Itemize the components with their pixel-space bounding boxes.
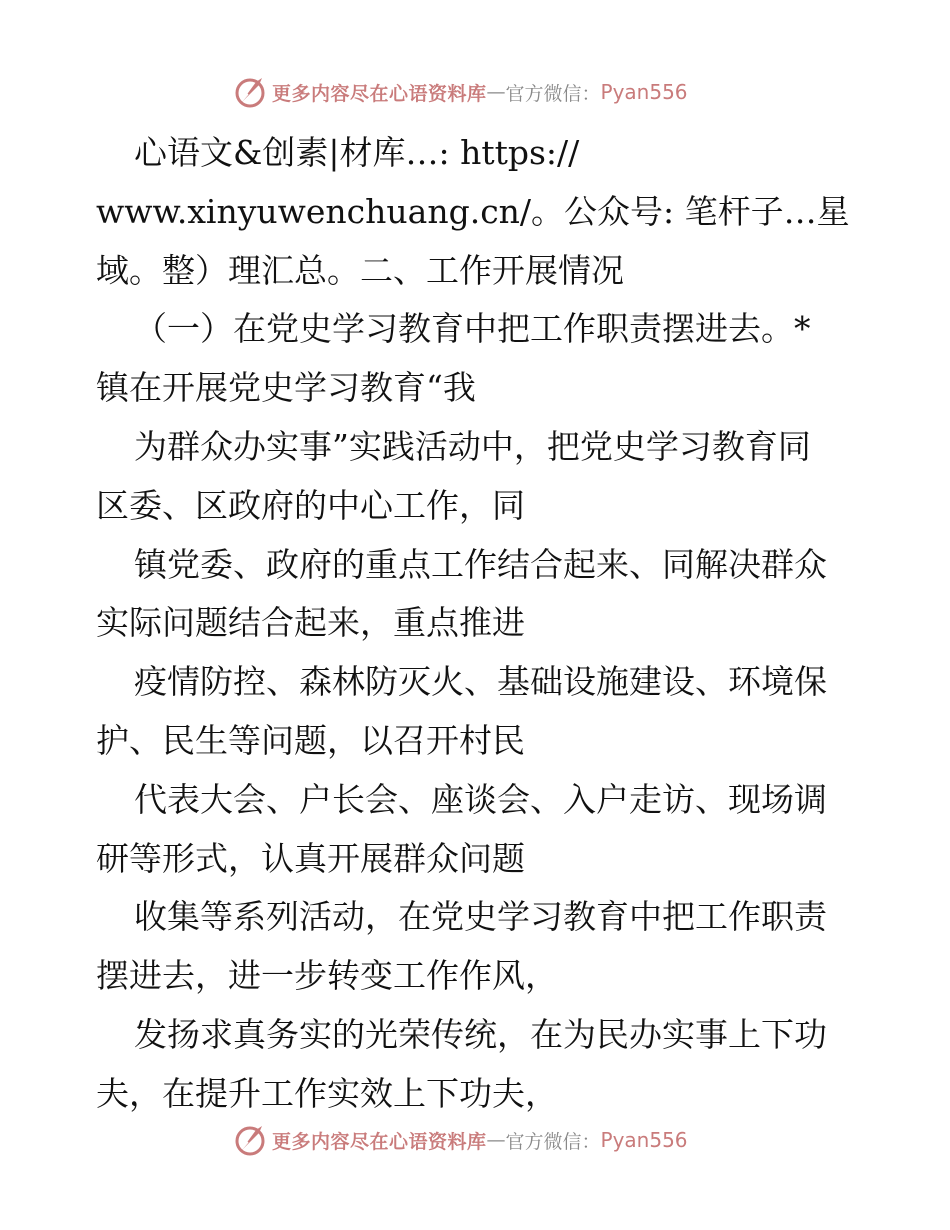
body-line: 镇在开展党史学习教育“我: [96, 368, 476, 408]
watermark-main-text: 更多内容尽在心语资料库: [272, 1130, 487, 1153]
watermark-separator: —: [486, 1129, 506, 1151]
body-line: 研等形式，认真开展群众问题: [96, 838, 525, 878]
watermark-contact-label: 官方微信：: [505, 1130, 601, 1153]
quill-pen-logo-icon: [232, 74, 268, 110]
footer-watermark: [232, 1120, 688, 1160]
body-line: 区委、区政府的中心工作，同: [96, 485, 525, 525]
body-line: 实际问题结合起来，重点推进: [96, 603, 525, 643]
watermark-main-text: 更多内容尽在心语资料库: [272, 82, 487, 105]
body-line: 收集等系列活动，在党史学习教育中把工作职责: [134, 897, 827, 937]
document-body: [96, 124, 876, 1124]
body-line: 代表大会、户长会、座谈会、入户走访、现场调: [134, 779, 827, 819]
watermark-contact-label: 官方微信：: [505, 82, 601, 105]
body-line: 发扬求真务实的光荣传统，在为民办实事上下功: [134, 1014, 827, 1054]
body-line: 疫情防控、森林防灭火、基础设施建设、环境保: [134, 662, 827, 702]
body-line: 夫，在提升工作实效上下功夫，: [96, 1073, 558, 1113]
watermark-contact-id: Pyan556: [600, 80, 688, 104]
quill-pen-logo-icon: [232, 1122, 268, 1158]
body-line: 为群众办实事”实践活动中，把党史学习教育同: [134, 426, 811, 466]
body-line: www.xinyuwenchuang.cn/。公众号: 笔杆子…星: [96, 191, 850, 231]
body-line: 镇党委、政府的重点工作结合起来、同解决群众: [134, 544, 827, 584]
body-line: 护、民生等问题，以召开村民: [96, 720, 525, 760]
body-line: 域。整）理汇总。二、工作开展情况: [96, 250, 624, 290]
watermark-separator: —: [486, 81, 506, 103]
body-line: （一）在党史学习教育中把工作职责摆进去。*: [134, 309, 811, 349]
body-line: 心语文&创素|材库…: https://: [134, 133, 580, 172]
body-line: 摆进去，进一步转变工作作风，: [96, 956, 558, 996]
watermark-contact-id: Pyan556: [600, 1128, 688, 1152]
header-watermark: [232, 72, 688, 112]
